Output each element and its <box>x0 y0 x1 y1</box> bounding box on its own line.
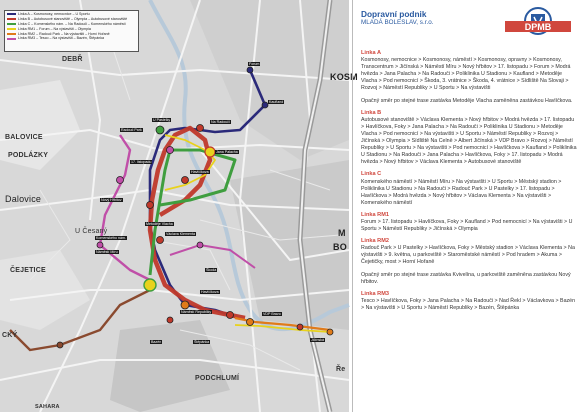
legend-label: Linka RM2 – Radouč Park – Na výstavišti – Horní Hořaně <box>18 31 110 36</box>
legend-swatch <box>7 33 16 35</box>
line-stops: Radouč Park > U Pastelky > Havlíčkova, Foky > Městský stadion > Václava Klementa > Na výstavišti > 9. května, u parkoviště > Staroměstské náměstí > Pod hradem > Akuma > Čejetičky, most > Horní Hořaně <box>361 245 575 266</box>
stop-marker <box>97 242 103 248</box>
line-stops: Kosmonosy, nemocnice > Kosmonosy, náměstí > Kosmonosy, opravny > Kosmonosy, Transcentrum > Jičínská > Náměstí Míru > Nový hřbitov > 17. listopadu > Forum > Modrá hvězda > Jana Palacha > Na Radouči > Poliklinika U Stadionu > Kaufland > Metoděje Vlacha > Pod nemocnicí > Škoda, 3. vrátnice > Škoda, 4. vrátnice > Sídliště Na Slovaji > Rozvoj > Náměstí Republiky > U Sportu > Na výstavišti <box>361 57 571 92</box>
stop-label[interactable]: Škoda <box>206 268 217 272</box>
stop-marker <box>157 237 164 244</box>
company-logo <box>503 5 573 45</box>
place-label: ČEJETICE <box>10 267 46 274</box>
legend-swatch <box>7 18 16 20</box>
stop-label[interactable]: VDP Bravo <box>263 312 281 316</box>
place-label: SAHARA <box>35 404 60 410</box>
stop-label[interactable]: 17. listopadu <box>131 160 152 164</box>
legend-label: Linka A – Kosmonosy, nemocnice – U Sportu <box>18 12 90 16</box>
line-note: Opačný směr po stejné trase zastávka Kvivelína, u parkoviště zaměněna zastávkou Nový hřbitov. <box>361 271 571 285</box>
legend-label: Linka RM1 – Forum – Na výstavišti – Olympia <box>18 26 91 31</box>
stop-marker <box>57 342 63 348</box>
map-legend <box>4 10 139 52</box>
line-stops: Tesco > Havlíčkova, Foky > Jana Palacha > Na Radouči > Nad Řekl > Václavkova > Bazén > Na výstavišti > U Sportu > Náměstí Republiky > Bazén, Štěpánka <box>361 297 576 311</box>
stop-marker <box>181 301 189 309</box>
stop-label[interactable]: Štěpánka <box>194 340 210 344</box>
stop-label[interactable]: Forum <box>249 62 260 66</box>
place-label: PODCHLUMÍ <box>195 375 240 382</box>
stop-label[interactable]: U Pastelky <box>153 118 171 122</box>
line-title: Linka RM2 <box>361 238 389 245</box>
legend-item <box>7 36 136 41</box>
place-label: M <box>338 228 346 238</box>
legend-label: Linka RM3 – Tesco – Na výstavišti – Bazén, Štěpánka <box>18 36 105 41</box>
stop-marker <box>205 147 215 157</box>
stop-label[interactable]: Komenského nám. <box>96 236 126 240</box>
stop-marker <box>197 242 203 248</box>
legend-swatch <box>7 13 16 15</box>
stop-marker <box>167 317 173 323</box>
stop-label[interactable]: Havlíčkova <box>191 170 209 174</box>
stop-marker <box>247 319 254 326</box>
line-stops: Forum > 17. listopadu > Havlíčkova, Foky > Kaufland > Pod nemocnicí > Na výstavišti > U Sportu > Náměstí Republiky > Jičínská > Olympia <box>361 218 573 233</box>
line-note: Opačný směr po stejné trase zastávka Metoděje Vlacha zaměněna zastávkou Havlíčkova. <box>361 97 573 104</box>
route-list <box>361 45 577 312</box>
route-description-panel <box>352 0 583 412</box>
place-label: Dalovice <box>5 194 42 204</box>
stop-label[interactable]: Radouč Park <box>121 128 142 132</box>
stop-marker <box>297 324 303 330</box>
stop-label[interactable]: Jana Palacha <box>216 150 238 154</box>
place-label: KOSM <box>330 72 358 82</box>
stop-marker <box>197 125 204 132</box>
line-stops: Komenského náměstí > Náměstí Míru > Na výstavišti > U Sportu > Městský stadion > Poliklinika U Stadionu > Na Radouči > Radouč Park > U Pastelky > 17. listopadu > Havlíčkova > Modrá hvězda > Nový hřbitov > Václava Klementa > Na výstavišti > Komenského náměstí <box>361 178 562 206</box>
legend-swatch <box>7 28 16 30</box>
stop-marker <box>117 177 124 184</box>
stop-marker <box>227 312 234 319</box>
line-title: Linka RM3 <box>361 290 389 297</box>
logo-text: DPMB <box>524 22 552 32</box>
place-label: BO <box>333 242 347 252</box>
stop-label[interactable]: Metoděje Vlacha <box>146 222 173 226</box>
company-header <box>361 10 501 27</box>
place-label: DEBŘ <box>62 56 83 63</box>
stop-marker <box>247 67 253 73</box>
stop-label[interactable]: Náměstí Míru <box>96 250 118 254</box>
place-label: BALOVICE <box>5 134 43 141</box>
stop-label[interactable]: Nový Hřbitov <box>101 198 122 202</box>
line-stops: Autobusové stanoviště > Václava Klementa > Nový hřbitov > Modrá hvězda > 17. listopadu > Havlíčkova, Foky > Jana Palacha > Na Radouči > Poliklinika U Stadionu > Metoděje Vlacha > Pod nemocnicí > Na výstavišti > U Sportu > Náměstí Republiky > Rozvoj > Jičínská > Olympia > Sídliště Na Celně > Albert Jičínská > VDP Bravo > Rozvoj > Náměstí Republiky > U Sportu > Na výstavišti > Pod nemocnicí > Havlíčkova > Kaufland > Poliklinika U Stadionu > Na Radouči > Jana Palacha > Havlíčkova, Foky > 17. listopadu > Modrá hvězda > Nový hřbitov > Václava Klementa > Autobusové stanoviště <box>361 116 577 166</box>
stop-label[interactable]: Jičínská <box>311 338 324 342</box>
line-title: Linka A <box>361 50 381 56</box>
line-title: Linka B <box>361 109 382 116</box>
place-label: U Česaný <box>75 228 108 235</box>
stop-marker <box>327 329 333 335</box>
place-label: PODLÁZKY <box>8 152 49 159</box>
stop-label[interactable]: Bazén <box>151 340 162 344</box>
stop-label[interactable]: Náměstí Republiky <box>181 310 212 314</box>
line-title: Linka RM1 <box>361 211 389 218</box>
legend-label: Linka C – Komenského nám. – Na Radouči – Komenského náměstí <box>18 21 126 26</box>
stop-marker <box>167 147 174 154</box>
line-title: Linka C <box>361 171 382 178</box>
legend-swatch <box>7 38 16 40</box>
legend-label: Linka B – Autobusové stanoviště – Olympia – Autobusové stanoviště <box>18 16 128 21</box>
place-label: Ře <box>336 366 346 373</box>
company-name: Dopravní podnik <box>361 9 427 19</box>
legend-swatch <box>7 23 16 25</box>
stop-marker <box>147 202 154 209</box>
place-label: CKÝ <box>2 332 18 339</box>
stop-marker <box>144 279 156 291</box>
stop-marker <box>182 177 189 184</box>
stop-label[interactable]: Václava Klementa <box>166 232 195 236</box>
stop-label[interactable]: Havlíčkova <box>201 290 219 294</box>
stop-label[interactable]: Na Radouči <box>211 120 230 124</box>
stop-label[interactable]: Kaufland <box>269 100 284 104</box>
logo-graphic <box>503 5 573 45</box>
stop-marker <box>156 126 164 134</box>
company-city: MLADÁ BOLESLAV, s.r.o. <box>361 19 434 26</box>
